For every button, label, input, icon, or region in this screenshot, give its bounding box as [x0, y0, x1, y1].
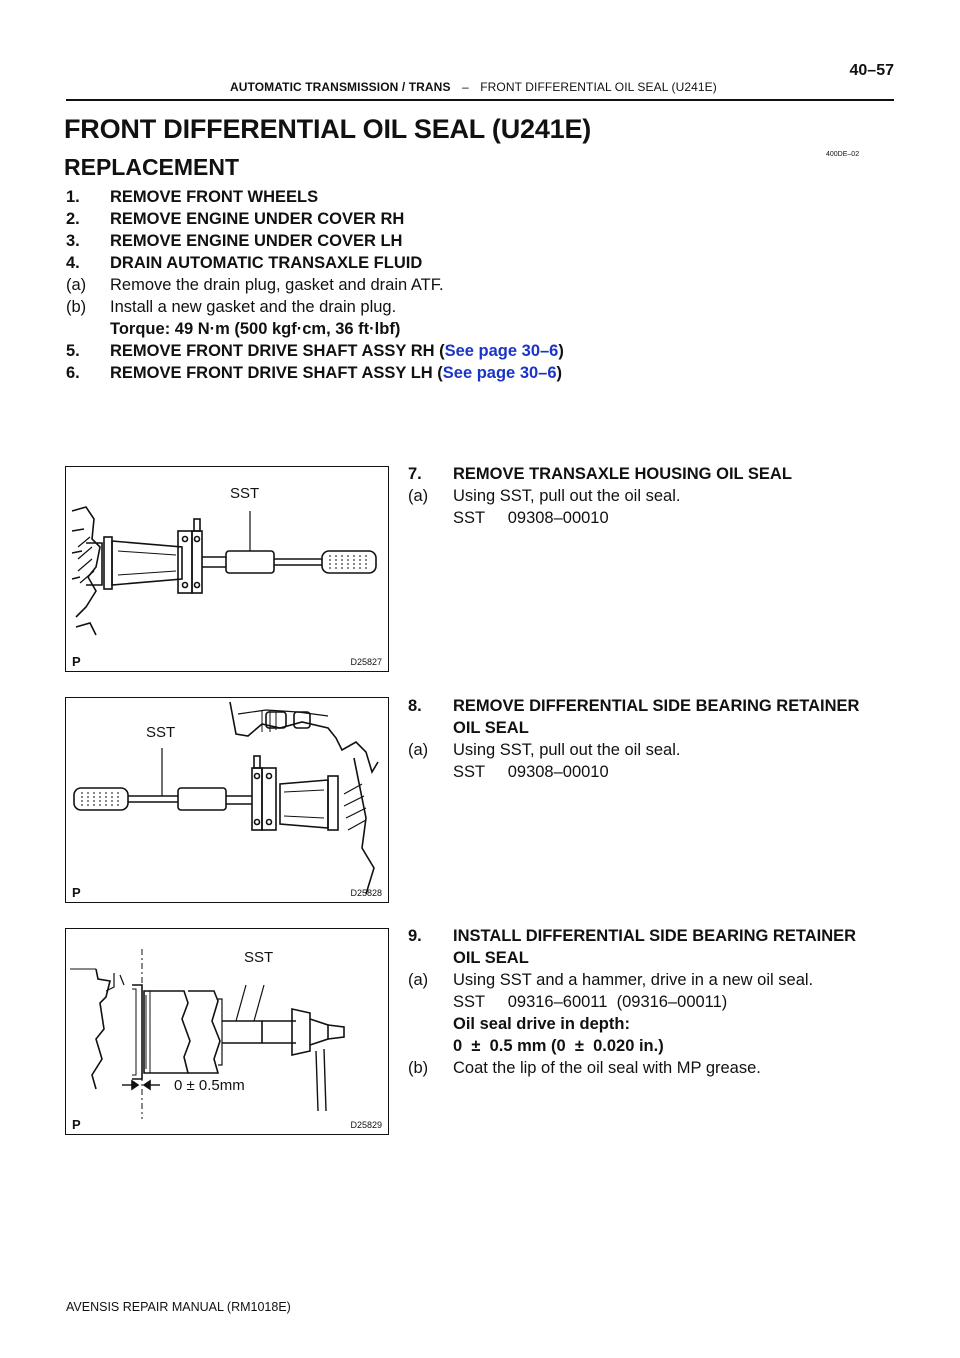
page-title: FRONT DIFFERENTIAL OIL SEAL (U241E)	[64, 114, 592, 144]
step-text: Using SST, pull out the oil seal.	[453, 741, 681, 759]
step-6	[66, 363, 562, 383]
sst-number: SST 09308–00010	[453, 509, 609, 527]
step-text: Using SST, pull out the oil seal.	[453, 487, 681, 505]
figure-d25828	[65, 697, 389, 903]
substep-8a	[408, 740, 680, 760]
step-text: DRAIN AUTOMATIC TRANSAXLE FLUID	[110, 254, 423, 272]
figure-d25829	[65, 928, 389, 1135]
depth-value: 0 ± 0.5 mm (0 ± 0.020 in.)	[453, 1037, 664, 1055]
step-number: (a)	[408, 741, 429, 759]
step-text: REMOVE ENGINE UNDER COVER LH	[110, 232, 403, 250]
sst-label: SST	[230, 485, 260, 502]
header-section: AUTOMATIC TRANSMISSION / TRANS	[230, 80, 451, 94]
step-9	[408, 926, 856, 946]
substep-4b	[66, 297, 396, 317]
see-page-link[interactable]: See page 30–6	[444, 342, 559, 360]
step-number: (a)	[66, 276, 87, 294]
footer-manual-id: AVENSIS REPAIR MANUAL (RM1018E)	[66, 1300, 291, 1314]
depth-dimension-label: 0 ± 0.5mm	[174, 1077, 245, 1094]
depth-label: Oil seal drive in depth:	[453, 1015, 630, 1033]
page-number: 40–57	[849, 62, 894, 79]
figure-marker: P	[72, 1117, 81, 1132]
step-title-cont: OIL SEAL	[453, 949, 529, 967]
step-4	[66, 253, 422, 273]
header-topic: FRONT DIFFERENTIAL OIL SEAL (U241E)	[480, 80, 717, 94]
step-text: REMOVE ENGINE UNDER COVER RH	[110, 210, 405, 228]
document-id: 400DE–02	[826, 151, 860, 158]
substep-7a	[408, 486, 680, 506]
step-number: 1.	[66, 188, 80, 206]
header-separator: –	[462, 80, 469, 94]
see-page-link[interactable]: See page 30–6	[442, 364, 557, 382]
substep-4a	[66, 275, 444, 295]
step-title-cont: OIL SEAL	[453, 719, 529, 737]
step-number: 8.	[408, 697, 422, 715]
step-5	[66, 341, 564, 361]
step-number: (b)	[66, 298, 87, 316]
sst-label: SST	[146, 724, 176, 741]
figure-marker: P	[72, 885, 81, 900]
substep-9a	[408, 970, 813, 990]
torque-spec: Torque: 49 N·m (500 kgf·cm, 36 ft·lbf)	[110, 320, 401, 338]
figure-code: D25827	[350, 657, 382, 667]
step-number: 9.	[408, 927, 422, 945]
step-text-after: )	[558, 342, 564, 360]
step-number: (b)	[408, 1059, 429, 1077]
figure-marker: P	[72, 654, 81, 669]
step-3	[66, 231, 402, 251]
step-number: 6.	[66, 364, 80, 382]
step-text: REMOVE FRONT DRIVE SHAFT ASSY LH (	[110, 364, 443, 382]
header-rule	[66, 99, 894, 101]
section-subtitle: REPLACEMENT	[64, 154, 240, 180]
step-text: Install a new gasket and the drain plug.	[110, 298, 397, 316]
step-text-after: )	[556, 364, 563, 382]
step-text: Using SST and a hammer, drive in a new oil seal.	[453, 971, 814, 989]
step-number: 7.	[408, 465, 422, 483]
step-number: (a)	[408, 487, 429, 505]
seal-puller-illustration-1	[66, 467, 388, 671]
step-8	[408, 696, 859, 716]
step-text: REMOVE FRONT DRIVE SHAFT ASSY RH (	[110, 342, 445, 360]
step-title: INSTALL DIFFERENTIAL SIDE BEARING RETAINER	[453, 927, 857, 945]
figure-code: D25828	[350, 888, 382, 898]
step-title: REMOVE DIFFERENTIAL SIDE BEARING RETAINER	[453, 697, 860, 715]
sst-number: SST 09308–00010	[453, 763, 609, 781]
seal-puller-illustration-2	[66, 698, 388, 902]
running-header	[230, 80, 717, 94]
step-text: REMOVE FRONT WHEELS	[110, 188, 319, 206]
step-number: 3.	[66, 232, 80, 250]
sst-label: SST	[244, 949, 274, 966]
step-number: (a)	[408, 971, 429, 989]
step-number: 2.	[66, 210, 80, 228]
substep-9b	[408, 1058, 761, 1078]
step-text: Coat the lip of the oil seal with MP grease.	[453, 1059, 761, 1077]
step-7	[408, 464, 792, 484]
step-title: REMOVE TRANSAXLE HOUSING OIL SEAL	[453, 465, 792, 483]
seal-installer-illustration	[66, 929, 388, 1134]
figure-code: D25829	[350, 1120, 382, 1130]
figure-d25827	[65, 466, 389, 672]
step-number: 4.	[66, 254, 80, 272]
step-2	[66, 209, 404, 229]
step-text: Remove the drain plug, gasket and drain ATF.	[110, 276, 444, 294]
sst-number: SST 09316–60011 (09316–00011)	[453, 993, 728, 1011]
step-1	[66, 187, 318, 207]
step-number: 5.	[66, 342, 80, 360]
